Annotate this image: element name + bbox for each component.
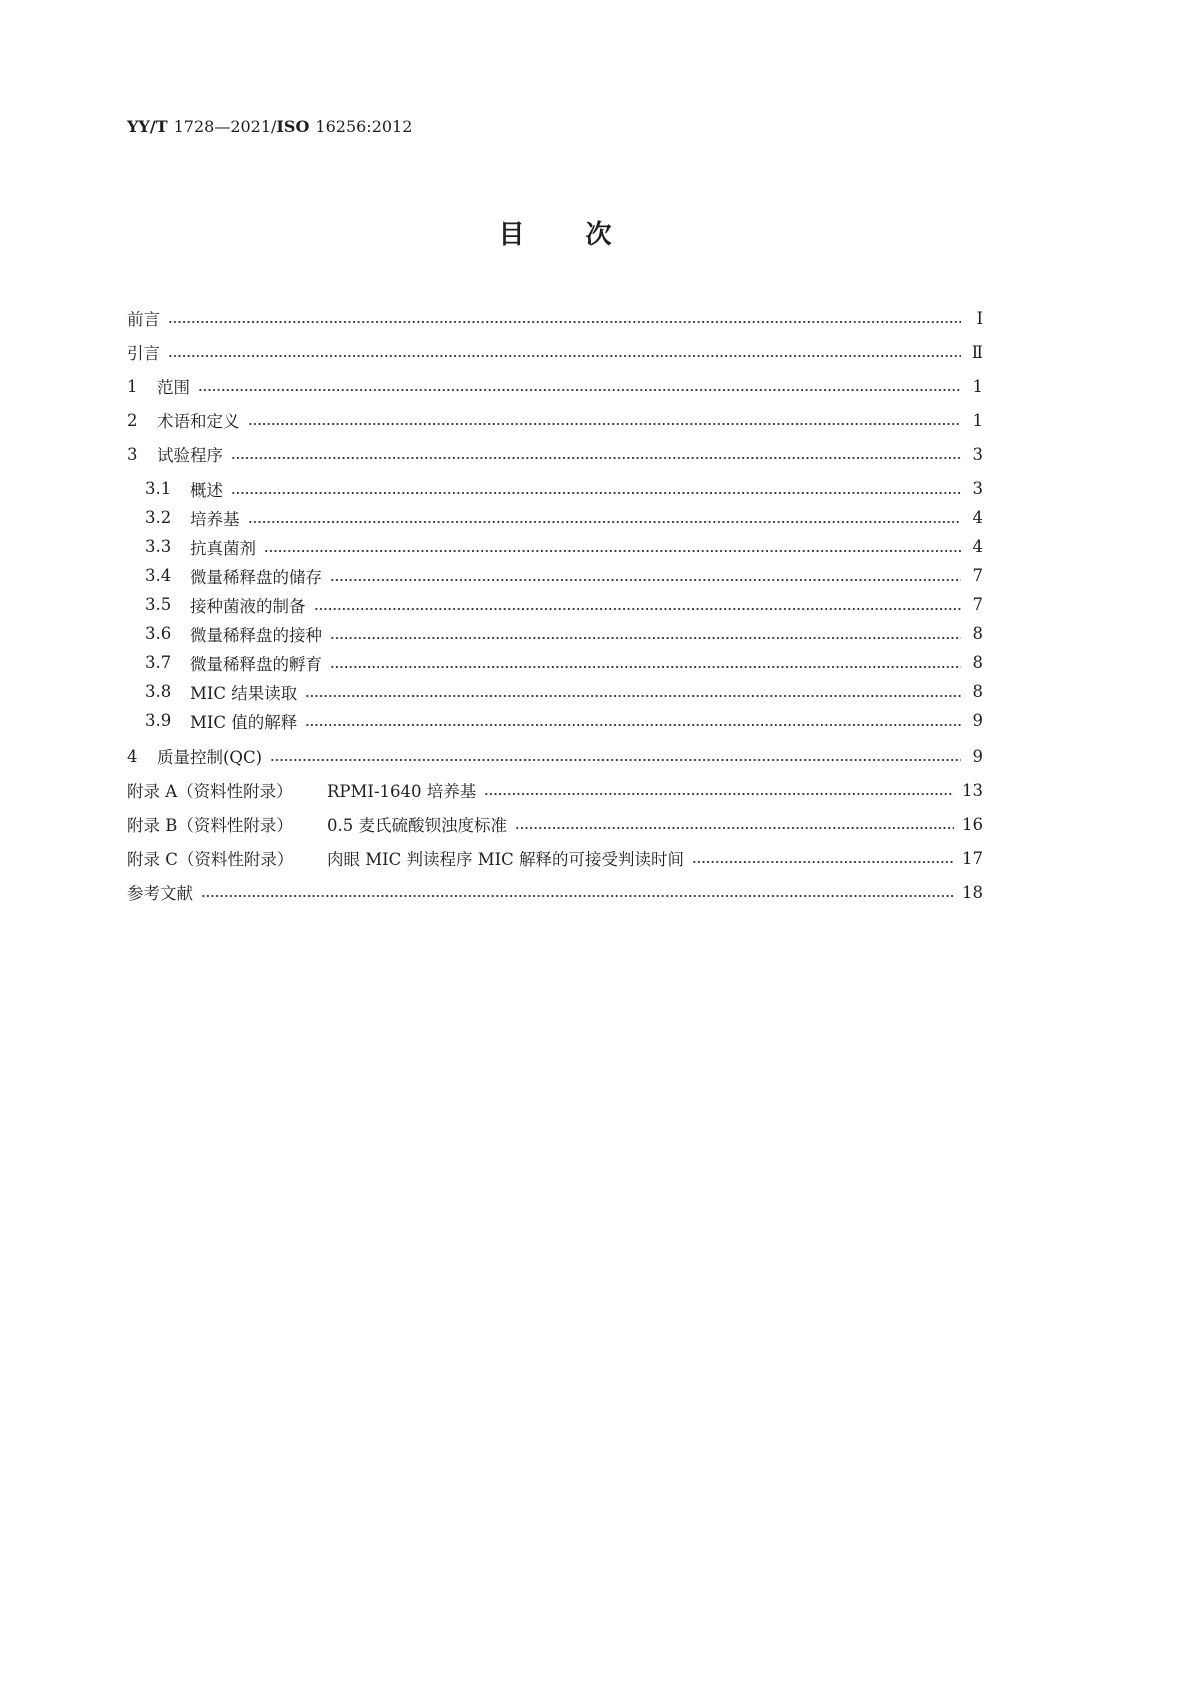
toc-entry-title: 试验程序 xyxy=(157,446,223,465)
toc-entry-number: 3.2 xyxy=(145,508,172,527)
standard-number-header xyxy=(127,117,412,136)
toc-entry-title: 微量稀释盘的孵育 xyxy=(190,654,322,674)
toc-entry-page: 3 xyxy=(972,479,983,498)
toc-entry-page: 8 xyxy=(972,653,983,672)
toc-entry-title: 接种菌液的制备 xyxy=(190,596,306,616)
toc-entry xyxy=(127,648,983,677)
toc-entry-number: 3.3 xyxy=(145,537,172,556)
toc-entry xyxy=(127,841,983,875)
dot-leader xyxy=(330,636,961,640)
dot-leader xyxy=(168,320,961,324)
toc-entry-page: 4 xyxy=(972,537,983,556)
standard-code: YY/T xyxy=(127,117,168,136)
dot-leader xyxy=(314,607,962,611)
toc-entry-page: 18 xyxy=(962,882,983,902)
page-title-text: 目 次 xyxy=(498,220,629,250)
toc-entry-title: 0.5 麦氏硫酸钡浊度标准 xyxy=(327,816,507,835)
dot-leader xyxy=(198,388,961,392)
toc-entry-number: 3.5 xyxy=(145,595,172,614)
iso-code: ISO xyxy=(276,117,310,136)
toc-entry-title: 前言 xyxy=(127,310,160,329)
toc-entry-title: MIC 值的解释 xyxy=(190,712,298,732)
toc-entry-number: 2 xyxy=(127,410,138,430)
dot-leader xyxy=(248,520,962,524)
toc-entry-title: 参考文献 xyxy=(127,884,193,903)
dot-leader xyxy=(270,758,961,762)
toc-entry-title: 微量稀释盘的储存 xyxy=(190,567,322,587)
toc-entry-page: 1 xyxy=(972,376,983,396)
toc-entry xyxy=(127,335,983,369)
toc-entry-title: 抗真菌剂 xyxy=(190,538,256,558)
toc-list xyxy=(127,301,983,909)
toc-entry-title: 肉眼 MIC 判读程序 MIC 解释的可接受判读时间 xyxy=(327,850,685,869)
dot-leader xyxy=(231,491,961,495)
toc-entry-page: 7 xyxy=(972,595,983,614)
standard-number: 1728—2021/ xyxy=(173,117,277,136)
dot-leader xyxy=(305,723,961,727)
toc-entry-title: 培养基 xyxy=(190,509,240,529)
toc-entry xyxy=(127,369,983,403)
toc-entry-title: 引言 xyxy=(127,344,160,363)
toc-entry xyxy=(127,532,983,561)
toc-entry-page: 8 xyxy=(972,682,983,701)
toc-entry-page: 1 xyxy=(972,410,983,430)
toc-entry-number: 3.7 xyxy=(145,653,172,672)
dot-leader xyxy=(330,578,961,582)
toc-entry-number: 附录 C（资料性附录） xyxy=(127,850,294,869)
toc-entry xyxy=(127,677,983,706)
dot-leader xyxy=(484,792,954,796)
toc-entry-title: 概述 xyxy=(190,480,223,500)
page-title xyxy=(127,214,983,251)
toc-entry xyxy=(127,561,983,590)
toc-entry-number: 附录 B（资料性附录） xyxy=(127,816,293,835)
iso-number: 16256:2012 xyxy=(315,117,413,136)
toc-entry xyxy=(127,807,983,841)
toc-entry-number: 3.1 xyxy=(145,479,172,498)
dot-leader xyxy=(168,354,961,358)
toc-entry-title: 范围 xyxy=(157,378,190,397)
toc-entry xyxy=(127,875,983,909)
toc-entry-number: 3.4 xyxy=(145,566,172,585)
toc-entry-page: 4 xyxy=(972,508,983,527)
toc-entry xyxy=(127,403,983,437)
toc-entry-number: 3.6 xyxy=(145,624,172,643)
toc-entry-title: 术语和定义 xyxy=(157,412,240,431)
toc-entry-title: 质量控制(QC) xyxy=(157,748,263,767)
toc-entry xyxy=(127,706,983,735)
toc-entry xyxy=(127,437,983,471)
toc-entry-page: 3 xyxy=(972,444,983,464)
toc-entry-page: 7 xyxy=(972,566,983,585)
dot-leader xyxy=(201,894,954,898)
toc-entry xyxy=(127,773,983,807)
toc-entry xyxy=(127,739,983,773)
toc-entry-number: 附录 A（资料性附录） xyxy=(127,782,293,801)
dot-leader xyxy=(305,694,961,698)
toc-entry-page: Ⅱ xyxy=(971,342,983,362)
toc-entry-page: 8 xyxy=(972,624,983,643)
toc-entry-title: RPMI-1640 培养基 xyxy=(327,782,477,801)
toc-entry xyxy=(127,503,983,532)
toc-entry xyxy=(127,474,983,503)
toc-entry-number: 3.8 xyxy=(145,682,172,701)
toc-entry-number: 3 xyxy=(127,444,138,464)
toc-entry xyxy=(127,590,983,619)
toc-entry-page: 13 xyxy=(962,780,983,800)
dot-leader xyxy=(330,665,961,669)
toc-entry-page: Ⅰ xyxy=(976,308,983,328)
toc-entry-number: 1 xyxy=(127,376,138,396)
toc-entry-page: 9 xyxy=(972,711,983,730)
dot-leader xyxy=(515,826,954,830)
toc-entry-number: 3.9 xyxy=(145,711,172,730)
dot-leader xyxy=(248,422,962,426)
toc-entry-title: 微量稀释盘的接种 xyxy=(190,625,322,645)
toc-entry-page: 16 xyxy=(962,814,983,834)
toc-entry-page: 9 xyxy=(972,746,983,766)
toc-entry-page: 17 xyxy=(962,848,983,868)
dot-leader xyxy=(692,860,954,864)
toc-entry xyxy=(127,619,983,648)
toc-entry-number: 4 xyxy=(127,746,138,766)
toc-entry xyxy=(127,301,983,335)
dot-leader xyxy=(231,456,961,460)
dot-leader xyxy=(264,549,961,553)
toc-entry-title: MIC 结果读取 xyxy=(190,683,298,703)
